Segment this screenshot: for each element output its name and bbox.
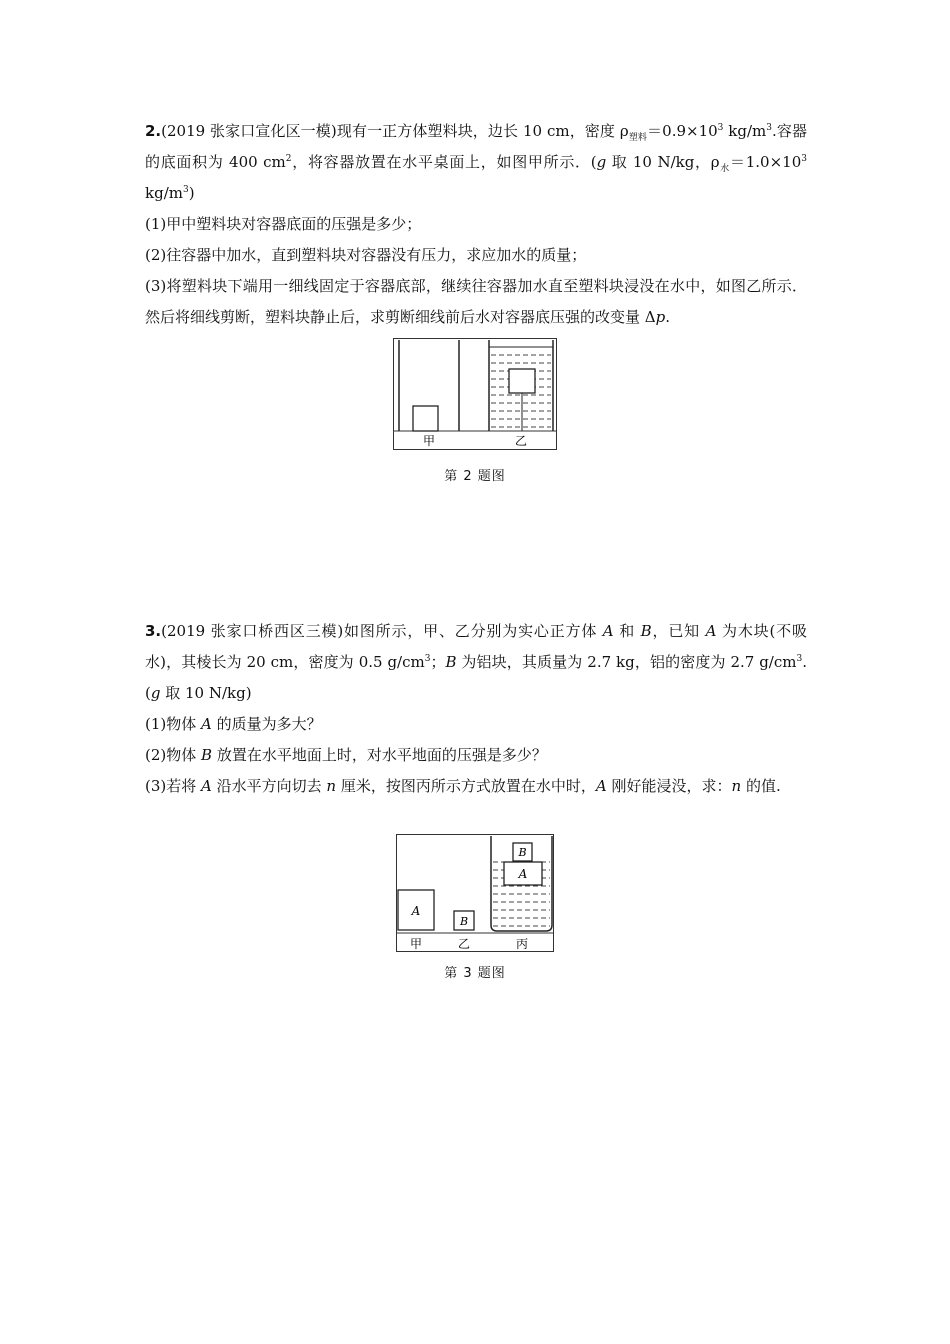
q2-text: 1.0×10	[745, 153, 802, 171]
q3-sub3-text: 厘米，按图丙所示方式放置在水中时，	[336, 777, 596, 795]
figure-2-caption: 第 2 题图	[444, 469, 506, 484]
q2-text: kg/m	[723, 122, 767, 140]
q2-text-sup: 3	[801, 154, 807, 164]
question-2	[145, 116, 807, 333]
figure-3	[396, 834, 554, 952]
q2-text: kg/m	[145, 184, 183, 202]
q3-sub2-italic: B	[201, 746, 213, 764]
q3-sub3-italic: A	[595, 777, 607, 795]
q3-sub3-italic: n	[731, 777, 742, 795]
q3-text-italic: A	[602, 622, 614, 640]
q2-subquestion-2: (2)往容器中加水，直到塑料块对容器没有压力，求应加水的质量；	[145, 246, 587, 264]
fig3-label-bing: 丙	[515, 937, 529, 951]
q2-sub3-text: .	[665, 308, 670, 326]
q3-text: ，已知	[651, 622, 706, 640]
q3-text: ；	[430, 653, 446, 671]
q2-text: ，将容器放置在水平桌面上，如图甲所示．(	[291, 153, 597, 171]
q2-subquestion-1: (1)甲中塑料块对容器底面的压强是多少；	[145, 215, 422, 233]
jia-plastic-block	[413, 406, 438, 431]
yi-block-b-label: B	[459, 915, 469, 928]
q3-text-italic: B	[445, 653, 457, 671]
figure-3-caption: 第 3 题图	[444, 966, 506, 981]
fig2-label-jia: 甲	[422, 434, 436, 448]
q3-sub3-italic: n	[326, 777, 337, 795]
yi-plastic-block	[509, 369, 535, 393]
q3-stem	[145, 616, 807, 709]
q3-sub3-text: 的值.	[741, 777, 781, 795]
q2-text: ＝	[730, 153, 746, 171]
q2-text: ＝0.9×10	[647, 122, 718, 140]
bing-block-a-label: A	[518, 867, 528, 881]
q2-text: 现有一正方体塑料块，边长 10 cm，密度 ρ	[336, 122, 629, 140]
jia-block-a-label: A	[411, 904, 421, 918]
q2-number: 2.	[145, 122, 162, 140]
q2-text-sup: 3	[717, 123, 724, 133]
q2-stem	[145, 116, 807, 209]
q3-number: 3.	[145, 622, 162, 640]
q3-sub1-italic: A	[201, 715, 212, 733]
q2-text-sup: 3	[766, 123, 772, 133]
q3-sub3-text: 沿水平方向切去	[211, 777, 327, 795]
figure-2-drawing	[393, 338, 557, 450]
q3-sub2-text: 放置在水平地面上时，对水平地面的压强是多少？	[212, 746, 547, 764]
q3-sub3-text: (3)若将	[145, 777, 202, 795]
q3-text: .(	[145, 653, 807, 702]
q3-text-sup: 3	[796, 654, 803, 664]
q3-text-italic: B	[640, 622, 652, 640]
question-3	[145, 616, 807, 802]
q2-text-italic: g	[596, 153, 607, 171]
q3-subquestion-3	[145, 771, 807, 802]
q2-text: 容器的底面积为 400 cm	[145, 122, 807, 171]
q3-text-italic: g	[150, 684, 161, 702]
q3-sub3-italic: A	[201, 777, 212, 795]
fig2-label-yi: 乙	[514, 434, 528, 448]
fig3-label-yi: 乙	[457, 937, 471, 951]
q3-text: 为铝块，其质量为 2.7 kg，铝的密度为 2.7 g/cm	[456, 653, 797, 671]
q2-sub3-text: (3)将塑料块下端用一细线固定于容器底部，继续往容器加水直至塑料块浸没在水中，如图乙所示．然后将细线剪断，塑料块静止后，求剪断细线前后水对容器底压强的改变量 Δ	[145, 277, 807, 326]
q3-sub2-text: (2)物体	[145, 746, 202, 764]
q3-text: 如图所示，甲、乙分别为实心正方体	[343, 622, 603, 640]
q3-text: 取 10 N/kg)	[160, 684, 252, 702]
q2-text-sup: 2	[285, 154, 292, 164]
q3-sub3-text: 刚好能浸没，求：	[606, 777, 732, 795]
q3-sub1-text: 的质量为多大？	[211, 715, 322, 733]
q2-subquestion-3	[145, 271, 807, 333]
q2-text: .	[771, 122, 777, 140]
fig3-label-jia: 甲	[409, 937, 423, 951]
q2-text-sub: 水	[719, 164, 731, 174]
q3-source: (2019 张家口桥西区三模)	[161, 622, 344, 640]
q2-text-sub: 塑料	[628, 133, 648, 143]
q3-text: 为木块(不吸水)，其棱长为 20 cm，密度为 0.5 g/cm	[145, 622, 807, 671]
q3-text-italic: A	[705, 622, 717, 640]
q2-source: (2019 张家口宣化区一模)	[161, 122, 337, 140]
q3-sub1-text: (1)物体	[145, 715, 202, 733]
figure-3-drawing	[396, 834, 554, 952]
q3-text-sup: 3	[424, 654, 431, 664]
q3-subquestion-1	[145, 709, 807, 740]
q3-text: 和	[613, 622, 641, 640]
q2-text: )	[188, 184, 195, 202]
q2-sub3-italic: p	[655, 308, 666, 326]
figure-2	[393, 338, 557, 450]
q2-text: 取 10 N/kg，ρ	[606, 153, 720, 171]
bing-block-b-label: B	[518, 846, 527, 859]
q3-subquestion-2	[145, 740, 807, 771]
q2-text-sup: 3	[182, 185, 189, 195]
